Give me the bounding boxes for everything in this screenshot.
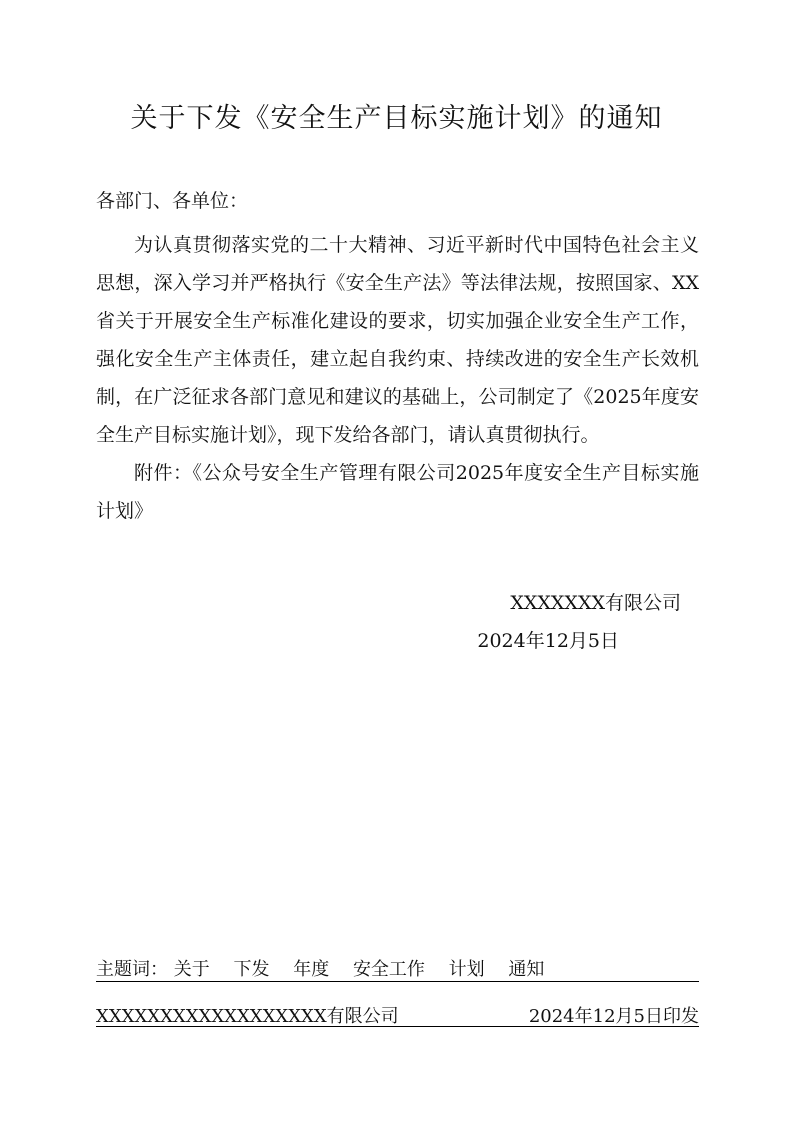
- keyword: 关于: [173, 959, 210, 980]
- keyword: 通知: [508, 959, 545, 980]
- issuer-line: [96, 1002, 699, 1027]
- salutation: 各部门、各单位：: [96, 190, 249, 212]
- keywords-line: [96, 955, 699, 982]
- signature-company: XXXXXXX有限公司: [510, 592, 681, 614]
- signature-date: 2024年12月5日: [477, 630, 619, 652]
- document-body: [96, 226, 699, 530]
- body-paragraph: 为认真贯彻落实党的二十大精神、习近平新时代中国特色社会主义思想，深入学习并严格执行《安全生产法》等法律法规，按照国家、XX省关于开展安全生产标准化建设的要求，切实加强企业安全生产工作，强化安全生产主体责任，建立起自我约束、持续改进的安全生产长效机制，在广泛征求各部门意见和建议的基础上，公司制定了《2025年度安全生产目标实施计划》，现下发给各部门，请认真贯彻执行。: [96, 234, 699, 446]
- keyword: 安全工作: [352, 959, 425, 980]
- issuer-name: XXXXXXXXXXXXXXXXXX有限公司: [96, 1006, 399, 1027]
- keyword: 年度: [293, 959, 330, 980]
- document-title: 关于下发《安全生产目标实施计划》的通知: [130, 103, 663, 134]
- attachment-paragraph: 附件：《公众号安全生产管理有限公司2025年度安全生产目标实施计划》: [96, 462, 699, 522]
- keyword: 下发: [233, 959, 270, 980]
- issue-date: 2024年12月5日印发: [528, 1006, 699, 1027]
- keyword: 计划: [448, 959, 485, 980]
- keywords-label: 主题词：: [96, 959, 168, 980]
